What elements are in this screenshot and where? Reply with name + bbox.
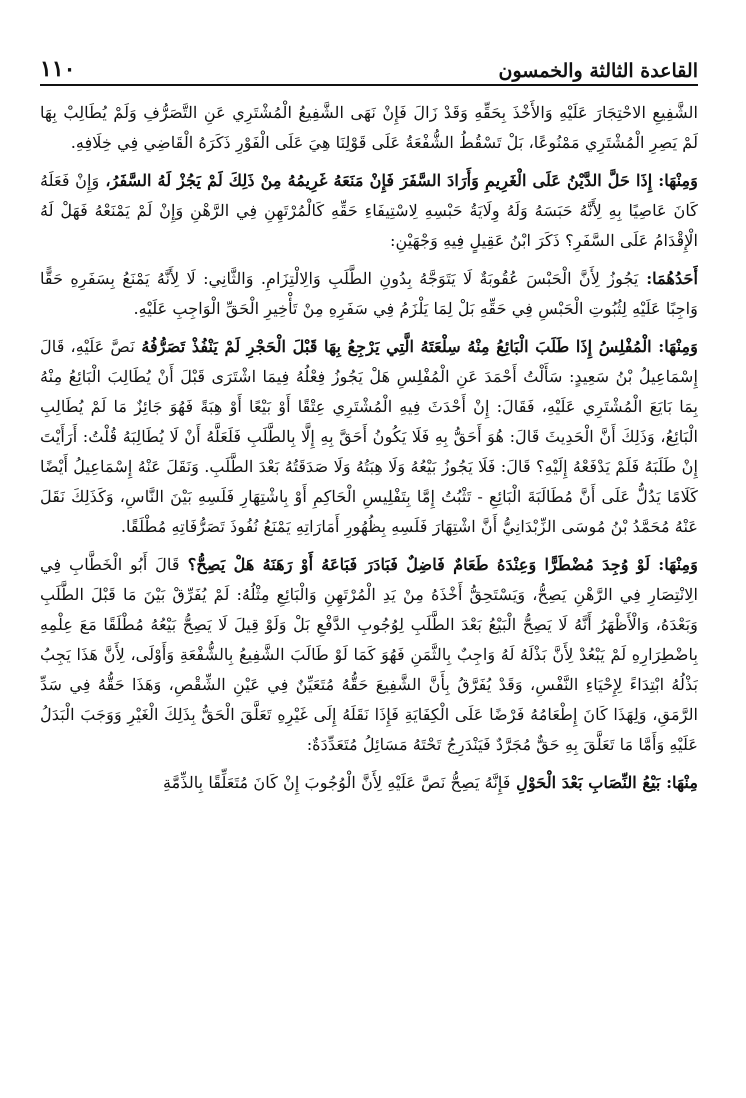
paragraph-lead: وَمِنْهَا: الْمُفْلِسُ إِذَا طَلَبَ الْبَائِعُ مِنْهُ سِلْعَتَهُ الَّتِي يَرْجِعُ بِهَا قَبْلَ الْحَجْرِ لَمْ يَنْفُذْ تَصَرُّفُهُ xyxy=(134,337,698,356)
paragraph-text: الشَّفِيعِ الاحْتِجَارَ عَلَيْهِ وَالأَخْذَ بِحَقِّهِ وَقَدْ زَالَ فَإِنْ نَهَى الشَّفِيعُ الْمُشْتَرِي عَنِ التَّصَرُّفِ وَلَمْ يُطَالِبْ بِهَا لَمْ يَصِرِ الْمُشْتَرِي مَمْنُوعًا، بَلْ تَسْقُطُ الشُّفْعَةُ عَلَى قَوْلِنَا هِيَ عَلَى الْفَوْرِ ذَكَرَهُ الْقَاضِي فِي خِلَافِهِ. xyxy=(40,103,698,152)
running-title: القاعدة الثالثة والخمسون xyxy=(498,60,698,82)
paragraph xyxy=(40,332,698,542)
paragraph-text: يَجُوزُ لِأَنَّ الْحَبْسَ عُقُوبَةٌ لَا يَتَوَجَّهُ بِدُونِ الطَّلَبِ وَالِالْتِزَامِ. وَالثَّانِي: لَا لِأَنَّهُ يَمْنَعُ بِسَفَرِهِ حَقًّا وَاجِبًا عَلَيْهِ لِثُبُوتِ الْحَبْسِ فِي حَقِّهِ بَلْ لِمَا يَلْزَمُ فِي سَفَرِهِ مِنْ تَأْخِيرِ الْحَقِّ الْوَاجِبِ عَلَيْهِ. xyxy=(40,269,698,318)
page-number: ١١٠ xyxy=(40,56,76,82)
paragraph xyxy=(40,768,698,798)
paragraph xyxy=(40,98,698,158)
paragraph-lead: مِنْهَا: بَيْعُ النِّصَابِ بَعْدَ الْحَوْلِ xyxy=(510,773,698,792)
paragraph-lead: وَمِنْهَا: إِذَا حَلَّ الدَّيْنُ عَلَى الْغَرِيمِ وَأَرَادَ السَّفَرَ فَإِنْ مَنَعَهُ غَرِيمُهُ مِنْ ذَلِكَ لَمْ يَجُزْ لَهُ السَّفَرُ، xyxy=(99,171,698,190)
paragraph-text: قَالَ أَبُو الْخَطَّابِ فِي الِانْتِصَارِ فِي الرَّهْنِ يَصِحُّ، وَيَسْتَحِقُّ أَخْذَهُ مِنْ يَدِ الْمُرْتَهِنِ وَالْبَائِعِ مِثْلُهُ: لَمْ يُفَرِّقْ بَيْنَ مَا قَبْلَ الطَّلَبِ وَبَعْدَهُ، وَالْأَظْهَرُ أَنَّهُ لَا يَصِحُّ الْبَيْعُ بَعْدَ الطَّلَبِ لِوُجُوبِ الدَّفْعِ بَلْ وَلَوْ قِيلَ لَا يَصِحُّ بَيْعُهُ مُطْلَقًا مَعَ عِلْمِهِ بِاضْطِرَارِهِ لَمْ يَبْعُدْ لِأَنَّ بَذْلَهُ لَهُ وَاجِبٌ بِالثَّمَنِ فَهُوَ كَمَا لَوْ طَالَبَ الشَّفِيعُ بِالشُّفْعَةِ وَأَوْلَى، لِأَنَّ هَذَا يَجِبُ بَذْلُهُ ابْتِدَاءً لِإِحْيَاءِ النَّفْسِ، وَقَدْ يُفَرَّقُ بِأَنَّ الشَّفِيعَ حَقُّهُ مُتَعَيِّنٌ فِي عَيْنِ الشِّقْصِ، وَهَذَا حَقُّهُ فِي سَدِّ الرَّمَقِ، وَلِهَذَا كَانَ إِطْعَامُهُ فَرْضًا عَلَى الْكِفَايَةِ فَإِذَا نَقَلَهُ إِلَى غَيْرِهِ تَعَلَّقَ الْحَقُّ بِذَلِكَ الْغَيْرِ وَوَجَبَ الْبَدَلُ عَلَيْهِ وَأَمَّا مَا تَعَلَّقَ بِهِ حَقٌّ مُجَرَّدٌ فَيَنْدَرِجُ تَحْتَهُ مَسَائِلُ مُتَعَدِّدَةٌ: xyxy=(40,555,698,754)
paragraph xyxy=(40,166,698,256)
paragraph xyxy=(40,550,698,760)
paragraph-text: فَإِنَّهُ يَصِحُّ نَصَّ عَلَيْهِ لِأَنَّ الْوُجُوبَ إِنْ كَانَ مُتَعَلِّقًا بِالذِّمَّةِ xyxy=(162,773,511,792)
paragraph-text: وَإِنْ فَعَلَهُ كَانَ عَاصِيًا بِهِ لِأَنَّهُ حَبَسَهُ وَلَهُ وِلَايَةُ حَبْسِهِ لِاسْتِيفَاءِ حَقِّهِ كَالْمُرْتَهِنِ فِي الرَّهْنِ وَإِنْ لَمْ يَمْنَعْهُ فَهَلْ لَهُ الْإِقْدَامُ عَلَى السَّفَرِ؟ ذَكَرَ ابْنُ عَقِيلٍ فِيهِ وَجْهَيْنِ: xyxy=(40,171,698,250)
paragraph-text: نَصَّ عَلَيْهِ، قَالَ إِسْمَاعِيلُ بْنُ سَعِيدٍ: سَأَلْتُ أَحْمَدَ عَنِ الْمُفْلِسِ هَلْ يَجُوزُ فِعْلُهُ فِيمَا اشْتَرَى قَبْلَ أَنْ يُطَالِبَ الْبَائِعُ مِنْهُ بِمَا بَايَعَ الْمُشْتَرِي عَلَيْهِ، فَقَالَ: إِنْ أَحْدَثَ فِيهِ الْمُشْتَرِي عِتْقًا أَوْ بَيْعًا أَوْ هِبَةً فَهُوَ جَائِزٌ مَا لَمْ يُطَالِبِ الْبَائِعُ، وَذَلِكَ أَنَّ الْحَدِيثَ قَالَ: هُوَ أَحَقُّ بِهِ فَلَا يَكُونُ أَحَقَّ بِهِ إِلَّا بِالطَّلَبِ فَلَعَلَّهُ أَنْ لَا يُطَالِبَهُ قُلْتُ: أَرَأَيْتَ إِنْ طَلَبَهُ فَلَمْ يَدْفَعْهُ إِلَيْهِ؟ قَالَ: فَلَا يَجُوزُ بَيْعُهُ وَلَا هِبَتُهُ وَلَا صَدَقَتُهُ بَعْدَ الطَّلَبِ. وَنَقَلَ عَنْهُ إِسْمَاعِيلُ أَيْضًا كَلَامًا يَدُلُّ عَلَى أَنَّ مُطَالَبَةَ الْبَائِعِ - تَثْبُتُ إِمَّا بِتَفْلِيسِ الْحَاكِمِ أَوْ بِاشْتِهَارِ فَلَسِهِ بَيْنَ النَّاسِ، وَكَذَلِكَ نَقَلَ عَنْهُ مُحَمَّدُ بْنُ مُوسَى الزِّبْدَانِيُّ أَنَّ اشْتِهَارَ فَلَسِهِ بِظُهُورِ أَمَارَاتِهِ يَمْنَعُ نُفُوذَ تَصَرُّفَاتِهِ مُطْلَقًا. xyxy=(40,337,698,536)
paragraph-lead: أَحَدُهُمَا: xyxy=(638,269,698,288)
paragraph-lead: وَمِنْهَا: لَوْ وُجِدَ مُضْطَرًّا وَعِنْدَهُ طَعَامٌ فَاضِلٌ فَبَادَرَ فَبَاعَهُ أَوْ رَهَنَهُ هَلْ يَصِحُّ؟ xyxy=(179,555,698,574)
page-header xyxy=(40,40,698,86)
paragraph xyxy=(40,264,698,324)
page-body xyxy=(40,98,698,798)
book-page xyxy=(40,40,698,1080)
